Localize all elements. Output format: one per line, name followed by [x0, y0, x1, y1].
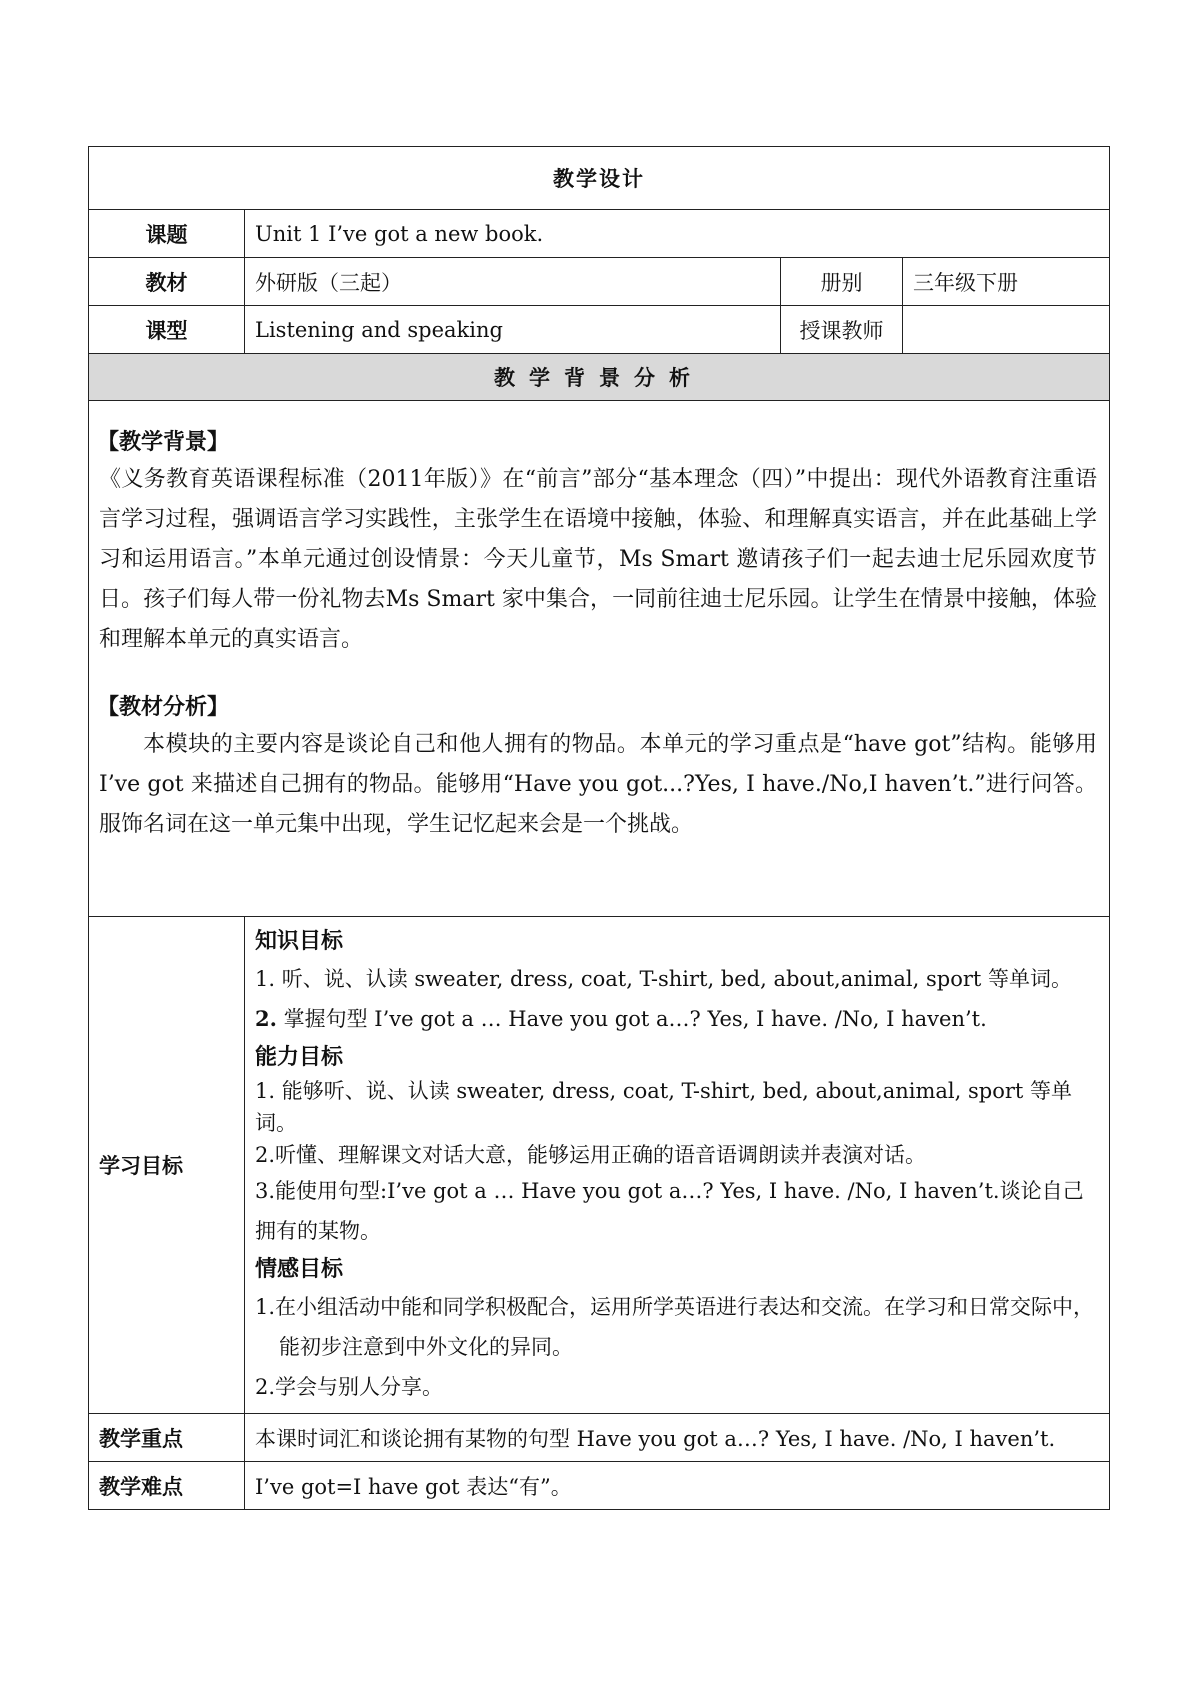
difficulty-label: 教学难点: [89, 1462, 245, 1510]
topic-value: Unit 1 I’ve got a new book.: [245, 210, 1110, 258]
ability-goals-title: 能力目标: [255, 1044, 344, 1070]
teacher-value: [903, 306, 1110, 354]
goals-cell: [245, 917, 1110, 1414]
key-point-label: 教学重点: [89, 1414, 245, 1462]
knowledge-goal-2-number: 2.: [255, 1006, 277, 1031]
document-title: 教学设计: [89, 147, 1110, 210]
key-point-value: 本课时词汇和谈论拥有某物的句型 Have you got a…? Yes, I have. /No, I haven’t.: [245, 1414, 1110, 1462]
lesson-type-label: 课型: [89, 306, 245, 354]
section-header-background-analysis: 教学背景分析: [89, 354, 1110, 401]
ability-goal-3: 3.能使用句型:I’ve got a … Have you got a…? Yes, I have. /No, I haven’t.谈论自己拥有的某物。: [255, 1179, 1084, 1243]
difficulty-value: I’ve got=I have got 表达“有”。: [245, 1462, 1110, 1510]
volume-value: 三年级下册: [903, 258, 1110, 306]
lesson-type-value: Listening and speaking: [245, 306, 781, 354]
background-analysis-cell: [89, 401, 1110, 917]
material-heading: 【教材分析】: [97, 694, 230, 720]
textbook-value: 外研版（三起）: [245, 258, 781, 306]
textbook-label: 教材: [89, 258, 245, 306]
teacher-label: 授课教师: [781, 306, 903, 354]
knowledge-goal-1: 1. 听、说、认读 sweater, dress, coat, T-shirt, bed, about,animal, sport 等单词。: [255, 967, 1072, 991]
emotion-goal-2: 2.学会与别人分享。: [255, 1375, 444, 1399]
background-heading: 【教学背景】: [97, 429, 230, 455]
knowledge-goal-2-text: 掌握句型 I’ve got a … Have you got a…? Yes, I have. /No, I haven’t.: [276, 1007, 987, 1031]
goals-label: 学习目标: [89, 917, 245, 1414]
ability-goal-2: 2.听懂、理解课文对话大意，能够运用正确的语音语调朗读并表演对话。: [255, 1143, 927, 1167]
lesson-plan-table: [88, 146, 1110, 1510]
knowledge-goals-title: 知识目标: [255, 928, 344, 954]
emotion-goals-title: 情感目标: [255, 1256, 344, 1282]
emotion-goal-1: 1.在小组活动中能和同学积极配合，运用所学英语进行表达和交流。在学习和日常交际中，能初步注意到中外文化的异同。: [255, 1295, 1095, 1359]
material-text: 本模块的主要内容是谈论自己和他人拥有的物品。本单元的学习重点是“have got”结构。能够用 I’ve got 来描述自己拥有的物品。能够用“Have you got...?Yes, I have./No,I haven’t.”进行问答。服饰名词在这一单元集中出现，学生记忆起来会是一个挑战。: [99, 732, 1097, 837]
topic-label: 课题: [89, 210, 245, 258]
ability-goal-1: 1. 能够听、说、认读 sweater, dress, coat, T-shirt, bed, about,animal, sport 等单词。: [255, 1079, 1072, 1135]
background-text: 《义务教育英语课程标准（2011年版）》在“前言”部分“基本理念（四）”中提出：现代外语教育注重语言学习过程，强调语言学习实践性，主张学生在语境中接触，体验、和理解真实语言，并在此基础上学习和运用语言。”本单元通过创设情景：今天儿童节，Ms Smart 邀请孩子们一起去迪士尼乐园欢度节日。孩子们每人带一份礼物去Ms Smart 家中集合，一同前往迪士尼乐园。让学生在情景中接触，体验和理解本单元的真实语言。: [99, 467, 1097, 652]
knowledge-goal-2: [255, 999, 1099, 1039]
volume-label: 册别: [781, 258, 903, 306]
